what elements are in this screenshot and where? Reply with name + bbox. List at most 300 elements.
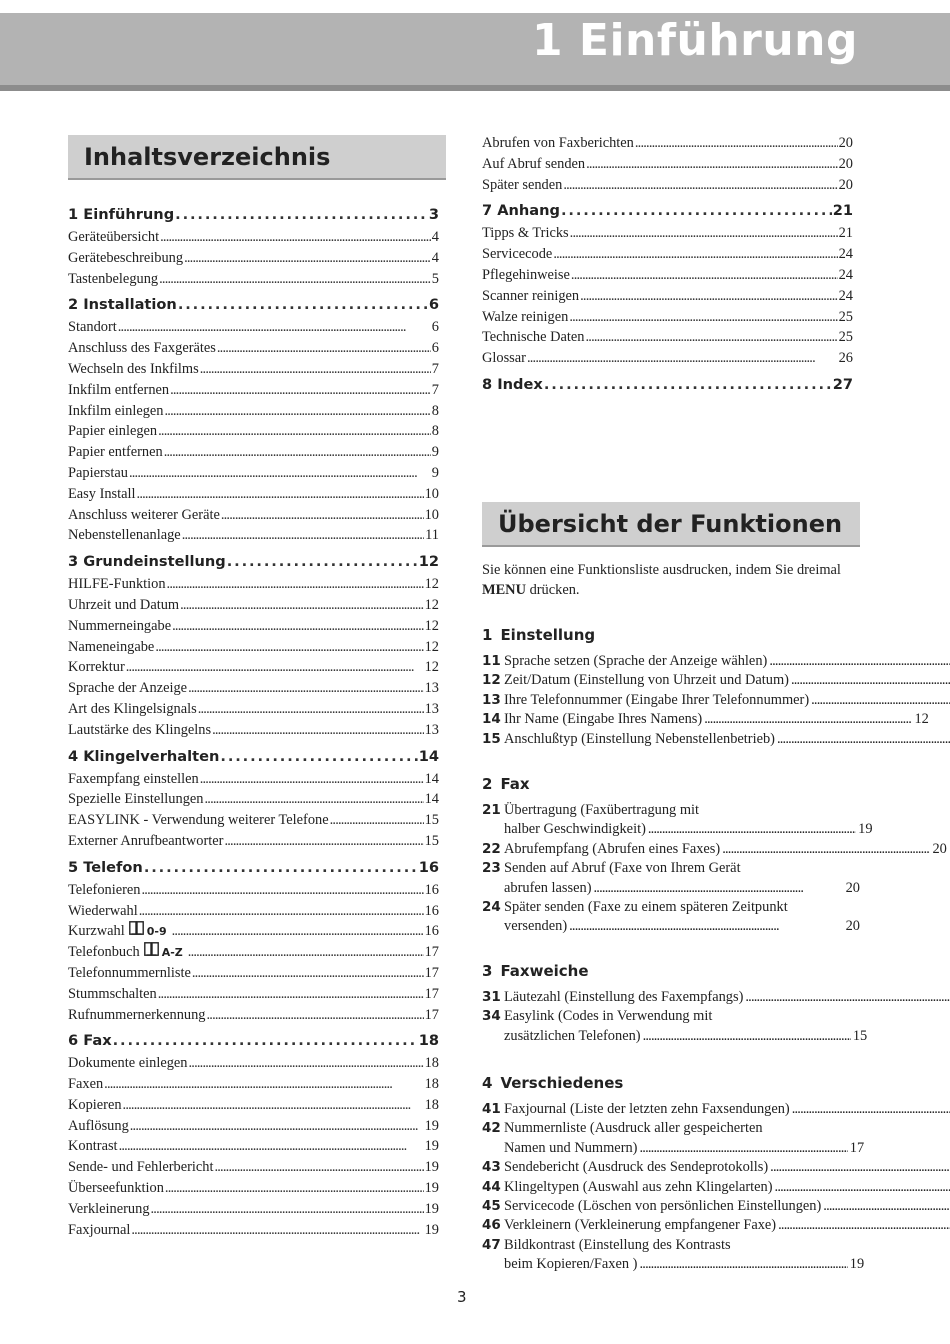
- leader-dots: [126, 657, 424, 678]
- function-text: [504, 859, 860, 898]
- function-item: [482, 1100, 860, 1119]
- toc-entry-page: 24: [838, 287, 853, 304]
- leader-dots: [155, 637, 423, 658]
- toc-entry-label: Telefonnummernliste: [68, 964, 191, 981]
- function-text: [504, 730, 950, 749]
- toc-entry-label: 3 Grundeinstellung: [68, 553, 226, 571]
- toc-entry: [68, 657, 439, 678]
- leader-dots: [571, 265, 838, 286]
- toc-entry-label: Überseefunktion: [68, 1180, 164, 1197]
- leader-dots: [178, 293, 428, 317]
- toc-entry: [68, 484, 439, 505]
- function-group-number: 1: [482, 626, 493, 644]
- toc-entry-page: 20: [838, 176, 853, 193]
- leader-dots: [180, 595, 424, 616]
- leader-dots: [704, 710, 912, 729]
- function-group-number: 3: [482, 962, 493, 980]
- toc-entry-page: 17: [424, 1006, 439, 1023]
- leader-dots: [131, 1220, 423, 1241]
- toc-entry-page: 17: [424, 944, 439, 961]
- toc-entry-page: 15: [424, 812, 439, 829]
- function-text: [504, 710, 929, 729]
- toc-entry-page: 18: [424, 1076, 439, 1093]
- toc-entry-page: 6: [431, 340, 439, 357]
- toc-entry-page: 26: [838, 350, 853, 367]
- toc-entry: [68, 227, 439, 248]
- function-desc-last: [504, 710, 929, 729]
- function-text: [504, 1178, 950, 1197]
- toc-entry-label: Glossar: [482, 350, 526, 367]
- function-item: [482, 1158, 860, 1177]
- function-desc-line: beim Kopieren/Faxen ): [504, 1256, 638, 1273]
- function-desc-last: [504, 1178, 950, 1197]
- toc-entry-key: A-Z: [161, 946, 183, 960]
- function-group: [482, 622, 929, 749]
- function-text: [504, 691, 950, 710]
- function-group-name: Faxweiche: [500, 962, 589, 980]
- toc-entry: [68, 831, 439, 852]
- toc-entry-page: 13: [424, 680, 439, 697]
- function-item: [482, 1236, 865, 1275]
- toc-entry-page: 9: [431, 444, 439, 461]
- leader-dots: [563, 175, 837, 196]
- toc-entry-page: 25: [838, 308, 853, 325]
- function-text: [504, 1158, 950, 1177]
- toc-entry-page: 9: [431, 464, 439, 481]
- function-item: [482, 898, 860, 937]
- toc-entry-page: 4: [431, 229, 439, 245]
- toc-entry-page: 15: [424, 832, 439, 849]
- toc-entry: [68, 1220, 439, 1241]
- leader-dots: [188, 1053, 423, 1074]
- toc-entry-page: 27: [832, 375, 853, 393]
- leader-dots: [129, 463, 431, 484]
- leader-dots: [639, 1139, 847, 1158]
- function-desc-line: Später senden (Faxe zu einem späteren Zeitpunkt: [504, 899, 788, 916]
- function-item: [482, 988, 860, 1007]
- function-desc-last: [504, 1216, 950, 1235]
- toc-entry-label: Wiederwahl: [68, 902, 138, 919]
- function-group-heading: [482, 622, 860, 648]
- toc-entry: [482, 265, 853, 286]
- leader-dots: [745, 988, 950, 1007]
- toc-entry: [68, 1053, 439, 1074]
- function-text: [504, 1007, 867, 1046]
- function-item: [482, 1007, 868, 1046]
- toc-entry-label: 5 Telefon: [68, 858, 143, 876]
- leader-dots: [160, 227, 431, 248]
- toc-entry: [68, 810, 439, 831]
- function-desc-last: [504, 917, 860, 936]
- function-code: 46: [482, 1217, 501, 1234]
- toc-entry-page: 17: [424, 964, 439, 981]
- toc-entry-label: Anschluss weiterer Geräte: [68, 506, 220, 523]
- toc-entry-label: Anschluss des Faxgerätes: [68, 340, 216, 357]
- function-code: 12: [482, 672, 501, 689]
- function-desc-line: Bildkontrast (Einstellung des Kontrasts: [504, 1236, 731, 1253]
- toc-entry-label: Uhrzeit und Datum: [68, 596, 180, 613]
- toc-entry-page: 20: [838, 155, 853, 172]
- toc-entry-label: Auf Abruf senden: [482, 155, 586, 172]
- toc-entry-page: 12: [424, 617, 439, 634]
- toc-entry-label: Inkfilm entfernen: [68, 381, 170, 398]
- toc-entry-page: 18: [424, 1055, 439, 1072]
- toc-entry-label: Dokumente einlegen: [68, 1055, 188, 1072]
- toc-entry-page: 16: [418, 858, 439, 876]
- function-page: 15: [852, 1027, 868, 1044]
- function-item: [482, 652, 860, 671]
- leader-dots: [220, 745, 417, 769]
- toc-entry: [68, 525, 439, 546]
- toc-entry-page: 14: [424, 770, 439, 787]
- function-code: 47: [482, 1236, 501, 1253]
- function-desc-line: Namen und Nummern): [504, 1139, 638, 1156]
- intro-text-before: Sie können eine Funktionsliste ausdrucken, indem Sie dreimal: [482, 562, 841, 578]
- function-desc-line: Verkleinern (Verkleinerung empfangener Faxe): [504, 1217, 777, 1234]
- function-page: 20: [932, 840, 947, 857]
- leader-dots: [123, 1095, 424, 1116]
- toc-entry-label: 1 Einführung: [68, 206, 175, 223]
- function-desc-last: [504, 1158, 950, 1177]
- leader-dots: [200, 769, 424, 790]
- menu-key-label: MENU: [482, 582, 526, 598]
- function-desc-last: [504, 730, 950, 749]
- leader-dots: [200, 359, 431, 380]
- toc-entry: [68, 359, 439, 380]
- toc-entry: [68, 505, 439, 526]
- function-text: [504, 988, 950, 1007]
- leader-dots: [165, 401, 431, 422]
- toc-entry: [68, 248, 439, 269]
- leader-dots: [569, 917, 843, 936]
- leader-dots: [119, 1136, 424, 1157]
- toc-entry-label: Walze reinigen: [482, 308, 569, 325]
- toc-entry: [68, 463, 439, 484]
- toc-entry: [68, 984, 439, 1005]
- leader-dots: [204, 789, 423, 810]
- toc-entry-label: Tipps & Tricks: [482, 225, 569, 242]
- toc-entry-page: 10: [424, 485, 439, 502]
- leader-dots: [214, 1157, 423, 1178]
- leader-dots: [184, 248, 431, 269]
- function-desc-last: [504, 1027, 867, 1046]
- toc-entry-label: Tastenbelegung: [68, 270, 159, 287]
- function-desc-line: Abrufempfang (Abrufen eines Faxes): [504, 840, 721, 857]
- toc-entry-page: 6: [431, 319, 439, 336]
- leader-dots: [212, 720, 424, 741]
- toc-entry-page: 19: [424, 1180, 439, 1197]
- toc-entry-label: Faxempfang einstellen: [68, 770, 199, 787]
- toc-entry-label: Stummschalten: [68, 985, 157, 1002]
- toc-entry-page: 13: [424, 700, 439, 717]
- toc-entry: [482, 286, 853, 307]
- toc-entry-page: 7: [431, 381, 439, 398]
- function-group-number: 4: [482, 1074, 493, 1092]
- toc-entry-label: Kopieren: [68, 1096, 122, 1113]
- leader-dots: [635, 133, 838, 154]
- function-item: [482, 730, 860, 749]
- function-item: [482, 710, 929, 729]
- function-page: 19: [849, 1256, 865, 1273]
- leader-dots: [158, 421, 431, 442]
- toc-entry: [482, 133, 853, 154]
- toc-entry-label: 2 Installation: [68, 296, 177, 314]
- toc-entry-label: Nebenstellenanlage: [68, 527, 181, 544]
- function-group-name: Verschiedenes: [500, 1074, 624, 1092]
- leader-dots: [165, 1178, 424, 1199]
- function-code: 44: [482, 1178, 501, 1195]
- function-group-name: Fax: [500, 775, 530, 793]
- toc-entry-label: EASYLINK - Verwendung weiterer Telefone: [68, 812, 329, 829]
- leader-dots: [648, 820, 856, 839]
- toc-entry: [68, 338, 439, 359]
- toc-entry-label: Papierstau: [68, 464, 128, 481]
- function-item: [482, 1216, 860, 1235]
- toc-entry-label: Art des Klingelsignals: [68, 700, 197, 717]
- function-item: [482, 1197, 860, 1216]
- function-desc-line: Übertragung (Faxübertragung mit: [504, 802, 700, 818]
- leader-dots: [192, 963, 424, 984]
- function-desc-last: [504, 1139, 864, 1158]
- toc-chapter-entry: [68, 293, 439, 317]
- function-code: 14: [482, 711, 501, 728]
- function-desc-last: [504, 988, 950, 1007]
- function-desc-line: Faxjournal (Liste der letzten zehn Faxsendungen): [504, 1101, 790, 1117]
- function-code: 24: [482, 899, 501, 916]
- toc-entry-page: 8: [431, 402, 439, 419]
- function-group: [482, 771, 947, 937]
- leader-dots: [151, 1199, 424, 1220]
- function-desc-last: [504, 820, 873, 839]
- leader-dots: [775, 1178, 950, 1197]
- function-code: 43: [482, 1159, 501, 1176]
- toc-entry-label: 8 Index: [482, 375, 543, 393]
- leader-dots: [158, 984, 424, 1005]
- toc-entry-label: Nameneingabe: [68, 638, 155, 655]
- function-code: 13: [482, 691, 501, 708]
- toc-right-column: [482, 133, 853, 397]
- leader-dots: [777, 730, 950, 749]
- function-code: 42: [482, 1120, 501, 1137]
- toc-entry: [482, 175, 853, 196]
- toc-entry-page: 25: [838, 329, 853, 346]
- toc-entry-page: 19: [424, 1159, 439, 1176]
- functions-heading: Übersicht der Funktionen: [482, 502, 860, 547]
- toc-entry-label: Spezielle Einstellungen: [68, 791, 204, 808]
- toc-entry-page: 14: [424, 791, 439, 808]
- function-text: [504, 1119, 864, 1158]
- toc-entry-label: Inkfilm einlegen: [68, 402, 164, 419]
- function-desc-last: [504, 691, 950, 710]
- leader-dots: [778, 1216, 950, 1235]
- leader-dots: [769, 652, 950, 671]
- toc-entry: [68, 401, 439, 422]
- toc-chapter-entry: [482, 373, 853, 397]
- toc-entry-page: 19: [424, 1221, 439, 1238]
- toc-entry-label: Wechseln des Inkfilms: [68, 360, 199, 377]
- toc-entry: [68, 769, 439, 790]
- toc-entry: [68, 616, 439, 637]
- function-group-heading: [482, 958, 860, 984]
- function-desc-line: zusätzlichen Telefonen): [504, 1027, 641, 1044]
- toc-chapter-entry: [68, 856, 439, 880]
- toc-entry-page: 19: [424, 1117, 439, 1134]
- function-desc-line: Anschlußtyp (Einstellung Nebenstellenbetrieb): [504, 730, 775, 747]
- toc-entry-page: 20: [838, 135, 853, 151]
- function-page: 12: [914, 711, 929, 728]
- function-desc-last: [504, 879, 860, 898]
- toc-entry-label: 6 Fax: [68, 1032, 112, 1050]
- toc-entry: [482, 348, 853, 369]
- toc-entry-page: 21: [838, 225, 853, 242]
- toc-entry: [68, 1074, 439, 1095]
- function-code: 23: [482, 860, 501, 877]
- toc-entry: [68, 421, 439, 442]
- leader-dots: [570, 223, 838, 244]
- leader-dots: [159, 269, 431, 290]
- function-item: [482, 840, 947, 859]
- leader-dots: [585, 327, 837, 348]
- toc-entry-page: 12: [424, 596, 439, 613]
- function-group-number: 2: [482, 775, 493, 793]
- toc-entry: [68, 901, 439, 922]
- toc-entry-page: 8: [431, 423, 439, 440]
- header-rule: [0, 85, 950, 91]
- leader-dots: [113, 1029, 418, 1053]
- function-desc-last: [504, 671, 950, 690]
- function-page: 20: [845, 918, 860, 935]
- chapter-title: 1 Einführung: [531, 15, 858, 66]
- leader-dots: [118, 317, 431, 338]
- leader-dots: [330, 810, 424, 831]
- toc-entry-page: 6: [428, 296, 439, 314]
- toc-entry-label: Lautstärke des Klingelns: [68, 721, 212, 738]
- function-desc-line: Zeit/Datum (Einstellung von Uhrzeit und Datum): [504, 672, 789, 689]
- function-desc-line: Sendebericht (Ausdruck des Sendeprotokolls): [504, 1159, 769, 1176]
- toc-entry: [482, 307, 853, 328]
- toc-chapter-entry: [68, 550, 439, 574]
- function-desc-line: Nummernliste (Ausdruck aller gespeicherten: [504, 1120, 763, 1137]
- toc-entry-label: Faxjournal: [68, 1221, 131, 1238]
- toc-entry: [68, 1178, 439, 1199]
- leader-dots: [580, 286, 838, 307]
- function-page: 20: [845, 879, 860, 896]
- function-desc-line: Sprache setzen (Sprache der Anzeige wählen): [504, 653, 768, 669]
- leader-dots: [198, 699, 424, 720]
- function-desc-line: Ihr Name (Eingabe Ihres Namens): [504, 711, 703, 728]
- function-text: [504, 1216, 950, 1235]
- function-item: [482, 859, 860, 898]
- leader-dots: [137, 484, 424, 505]
- function-desc-line: Klingeltypen (Auswahl aus zehn Klingelarten): [504, 1178, 773, 1195]
- leader-dots: [206, 1005, 423, 1026]
- function-page: 17: [849, 1139, 865, 1156]
- toc-entry-page: 10: [424, 506, 439, 523]
- leader-dots: [172, 921, 424, 942]
- toc-entry: [482, 223, 853, 244]
- leader-dots: [594, 879, 844, 898]
- leader-dots: [722, 840, 930, 859]
- toc-entry-label: Sprache der Anzeige: [68, 680, 188, 697]
- leader-dots: [643, 1027, 851, 1046]
- function-item: [482, 671, 860, 690]
- toc-entry-page: 18: [418, 1032, 439, 1050]
- toc-entry-label: HILFE-Funktion: [68, 576, 166, 593]
- function-page: 19: [858, 821, 873, 838]
- function-desc-line: Läutezahl (Einstellung des Faxempfangs): [504, 989, 744, 1005]
- toc-entry-label: Kurzwahl: [68, 923, 125, 940]
- toc-entry-label: Verkleinerung: [68, 1200, 150, 1217]
- leader-dots: [811, 691, 950, 710]
- leader-dots: [167, 574, 424, 595]
- leader-dots: [172, 616, 424, 637]
- toc-chapter-entry: [482, 199, 853, 223]
- function-desc-line: Senden auf Abruf (Faxe von Ihrem Gerät: [504, 860, 741, 877]
- leader-dots: [142, 880, 424, 901]
- toc-entry: [68, 595, 439, 616]
- leader-dots: [224, 831, 423, 852]
- toc-chapter-entry: [68, 745, 439, 769]
- leader-dots: [227, 550, 418, 574]
- leader-dots: [182, 525, 424, 546]
- leader-dots: [188, 678, 424, 699]
- leader-dots: [221, 505, 424, 526]
- toc-entry-page: 12: [418, 553, 439, 571]
- toc-entry: [68, 1095, 439, 1116]
- toc-entry-label: 4 Klingelverhalten: [68, 747, 220, 765]
- toc-entry-label: Später senden: [482, 176, 563, 193]
- toc-entry-page: 18: [424, 1096, 439, 1113]
- leader-dots: [139, 901, 424, 922]
- toc-entry: [68, 380, 439, 401]
- toc-entry-label: Korrektur: [68, 659, 125, 676]
- toc-entry-label: Easy Install: [68, 485, 136, 502]
- function-text: [504, 1236, 864, 1275]
- leader-dots: [527, 348, 838, 369]
- toc-chapter-entry: [68, 1029, 439, 1053]
- toc-entry-page: 4: [431, 249, 439, 266]
- toc-entry-page: 19: [424, 1138, 439, 1155]
- leader-dots: [544, 373, 832, 397]
- toc-entry: [68, 789, 439, 810]
- function-code: 11: [482, 653, 501, 669]
- toc-entry: [68, 317, 439, 338]
- toc-left-column: [68, 203, 439, 1240]
- function-text: [504, 1197, 950, 1216]
- toc-entry: [68, 1136, 439, 1157]
- leader-dots: [561, 199, 832, 223]
- toc-entry-page: 24: [838, 266, 853, 283]
- function-item: [482, 1119, 865, 1158]
- function-item: [482, 801, 873, 840]
- book-icon: [129, 921, 144, 935]
- leader-dots: [639, 1255, 847, 1274]
- function-text: [504, 840, 947, 859]
- book-icon: [144, 942, 159, 956]
- function-desc-last: [504, 1197, 950, 1216]
- function-desc-line: versenden): [504, 918, 568, 935]
- toc-entry: [68, 942, 439, 963]
- toc-chapter-entry: [68, 203, 439, 227]
- leader-dots: [170, 380, 431, 401]
- function-item: [482, 1178, 860, 1197]
- function-text: [504, 801, 873, 840]
- toc-entry-page: 13: [424, 721, 439, 738]
- leader-dots: [823, 1197, 950, 1216]
- function-desc-line: Servicecode (Löschen von persönlichen Einstellungen): [504, 1198, 822, 1215]
- function-group-name: Einstellung: [500, 626, 596, 644]
- leader-dots: [164, 442, 431, 463]
